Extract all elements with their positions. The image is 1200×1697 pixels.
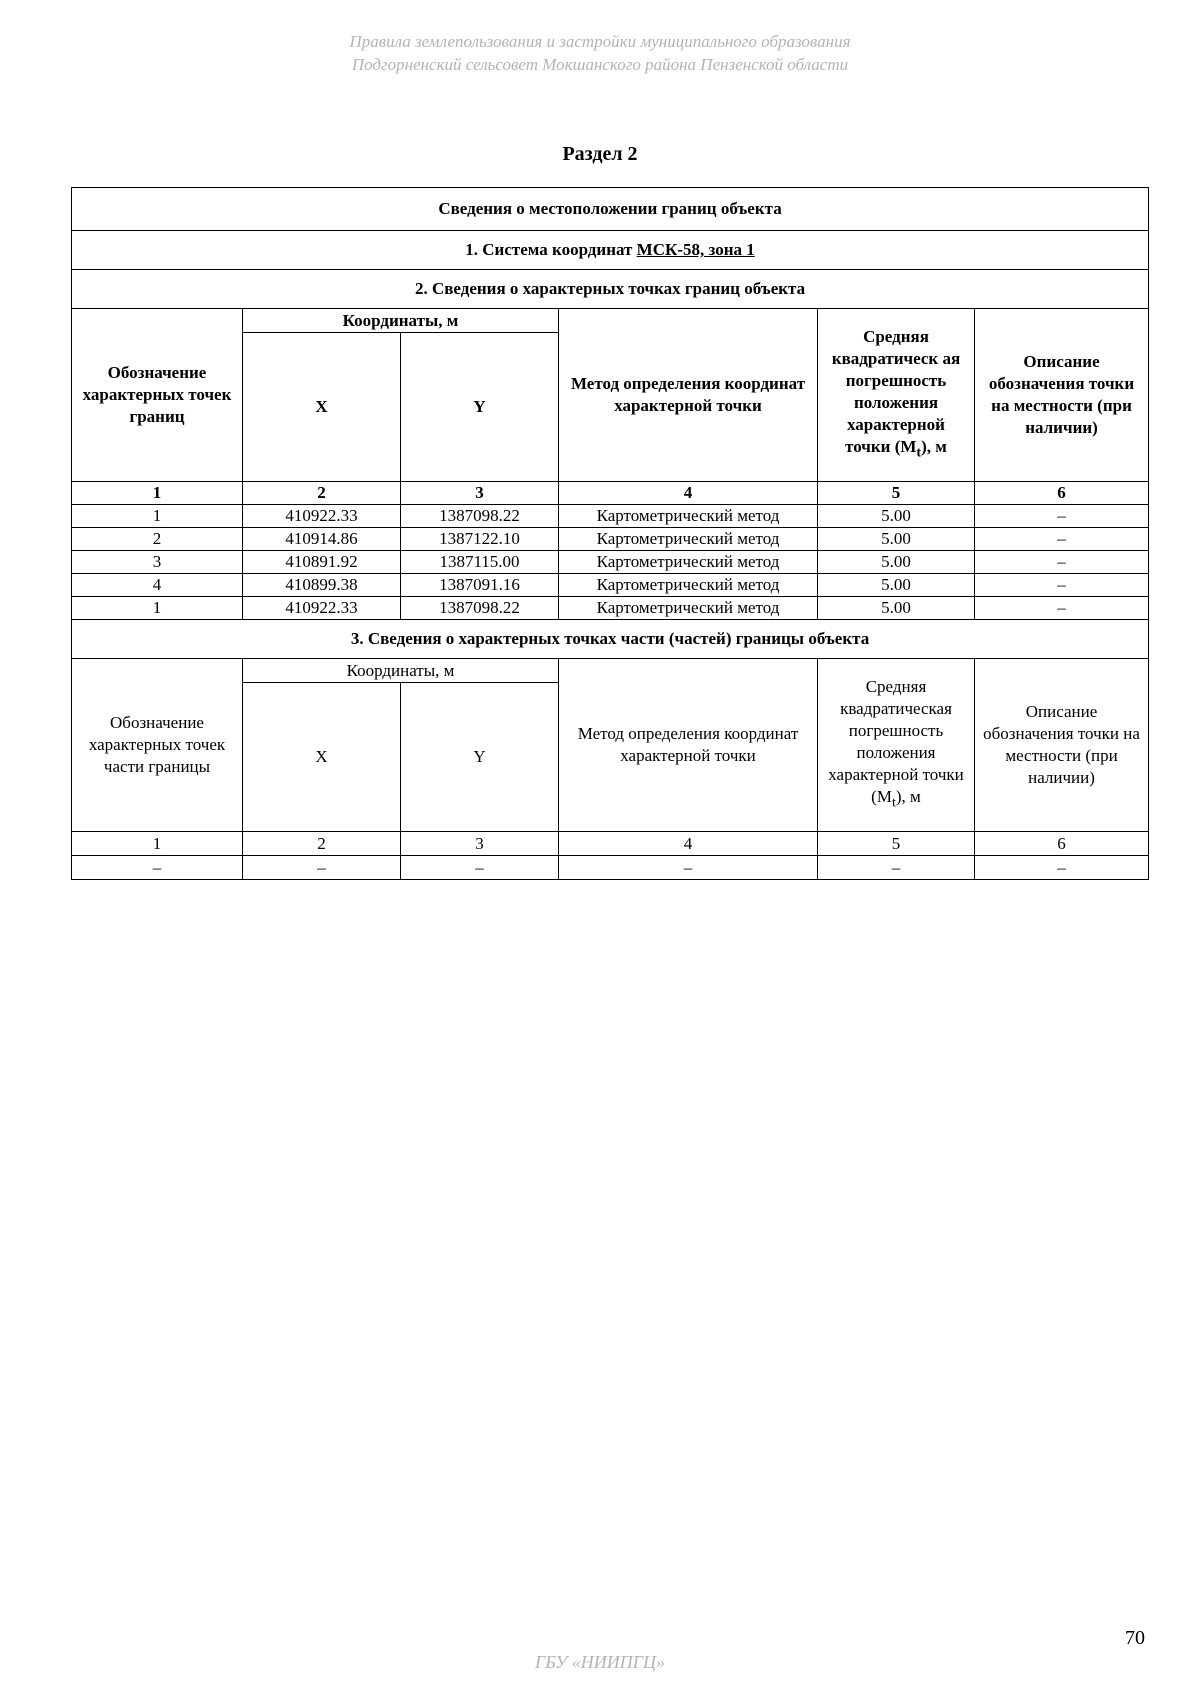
column-number: 6 — [975, 482, 1149, 505]
part2-header-row-top — [72, 309, 1149, 333]
column-number: 4 — [559, 832, 818, 856]
point-id: 3 — [72, 551, 243, 574]
table-row — [72, 505, 1149, 528]
part2-x-header: X — [243, 333, 401, 482]
part3-x-header: X — [243, 683, 401, 832]
running-header — [0, 30, 1200, 76]
column-number: 3 — [401, 832, 559, 856]
method: Картометрический метод — [559, 597, 818, 620]
header-line-2: Подгорненский сельсовет Мокшанского района Пензенской области — [351, 55, 849, 74]
table-row — [72, 574, 1149, 597]
method: Картометрический метод — [559, 505, 818, 528]
part3-title-row — [72, 620, 1149, 659]
part2-description-header: Описание обозначения точки на местности (при наличии) — [975, 309, 1149, 482]
part3-y-header: Y — [401, 683, 559, 832]
point-id: 1 — [72, 597, 243, 620]
part3-accuracy-header — [818, 659, 975, 832]
section-title: Раздел 2 — [562, 143, 638, 165]
part2-accuracy-text: Средняя квадратическ ая погрешность положения характерной точки (M — [831, 327, 961, 457]
header-line-1: Правила землепользования и застройки муниципального образования — [349, 32, 851, 51]
point-id: 4 — [72, 574, 243, 597]
part2-accuracy-unit: ), м — [921, 437, 947, 457]
point-id: – — [72, 856, 243, 880]
coord-x: 410922.33 — [243, 597, 401, 620]
description: – — [975, 528, 1149, 551]
point-id: 1 — [72, 505, 243, 528]
description: – — [975, 551, 1149, 574]
column-number: 2 — [243, 832, 401, 856]
table-row — [72, 551, 1149, 574]
part2-y-header: Y — [401, 333, 559, 482]
coord-system-cell — [72, 231, 1149, 270]
coord-system-label: 1. Система координат — [465, 240, 633, 259]
method: – — [559, 856, 818, 880]
part3-coords-header: Координаты, м — [243, 659, 559, 683]
part3-column-numbers — [72, 832, 1149, 856]
column-number: 5 — [818, 832, 975, 856]
part3-accuracy-unit: ), м — [895, 787, 921, 807]
part3-accuracy-text: Средняя квадратическая погрешность положения характерной точки (M — [828, 677, 964, 807]
column-number: 3 — [401, 482, 559, 505]
part2-title: 2. Сведения о характерных точках границ объекта — [72, 270, 1149, 309]
page-number: 70 — [1125, 1627, 1145, 1649]
running-footer: ГБУ «НИИПГЦ» — [535, 1652, 665, 1672]
table-row — [72, 528, 1149, 551]
coord-y: 1387098.22 — [401, 505, 559, 528]
description: – — [975, 597, 1149, 620]
part2-accuracy-header — [818, 309, 975, 482]
coord-y: 1387098.22 — [401, 597, 559, 620]
table-row — [72, 856, 1149, 880]
part3-method-header: Метод определения координат характерной точки — [559, 659, 818, 832]
boundary-table — [71, 187, 1149, 880]
coord-x: 410922.33 — [243, 505, 401, 528]
description: – — [975, 574, 1149, 597]
column-number: 6 — [975, 832, 1149, 856]
table-title: Сведения о местоположении границ объекта — [72, 188, 1149, 231]
description: – — [975, 856, 1149, 880]
coord-x: 410914.86 — [243, 528, 401, 551]
coord-y: 1387115.00 — [401, 551, 559, 574]
coord-y: 1387091.16 — [401, 574, 559, 597]
accuracy: 5.00 — [818, 574, 975, 597]
column-number: 1 — [72, 832, 243, 856]
column-number: 5 — [818, 482, 975, 505]
description: – — [975, 505, 1149, 528]
part3-accuracy-sub: t — [891, 794, 896, 811]
coord-system-row — [72, 231, 1149, 270]
coord-y: 1387122.10 — [401, 528, 559, 551]
column-number: 4 — [559, 482, 818, 505]
part3-description-header: Описание обозначения точки на местности (при наличии) — [975, 659, 1149, 832]
part2-column-numbers — [72, 482, 1149, 505]
part3-header-row-top — [72, 659, 1149, 683]
table-title-row — [72, 188, 1149, 231]
column-number: 1 — [72, 482, 243, 505]
method: Картометрический метод — [559, 551, 818, 574]
accuracy: 5.00 — [818, 505, 975, 528]
coord-x: 410899.38 — [243, 574, 401, 597]
accuracy: 5.00 — [818, 551, 975, 574]
method: Картометрический метод — [559, 574, 818, 597]
part2-coords-header: Координаты, м — [243, 309, 559, 333]
coord-x: – — [243, 856, 401, 880]
part2-title-row — [72, 270, 1149, 309]
table-row — [72, 597, 1149, 620]
part2-col1-header: Обозначение характерных точек границ — [72, 309, 243, 482]
part2-method-header: Метод определения координат характерной точки — [559, 309, 818, 482]
part3-title: 3. Сведения о характерных точках части (частей) границы объекта — [72, 620, 1149, 659]
method: Картометрический метод — [559, 528, 818, 551]
accuracy: 5.00 — [818, 528, 975, 551]
part3-col1-header: Обозначение характерных точек части границы — [72, 659, 243, 832]
part2-accuracy-sub: t — [916, 444, 922, 461]
column-number: 2 — [243, 482, 401, 505]
coord-system-value: МСК-58, зона 1 — [636, 240, 755, 259]
point-id: 2 — [72, 528, 243, 551]
accuracy: – — [818, 856, 975, 880]
coord-x: 410891.92 — [243, 551, 401, 574]
coord-y: – — [401, 856, 559, 880]
accuracy: 5.00 — [818, 597, 975, 620]
